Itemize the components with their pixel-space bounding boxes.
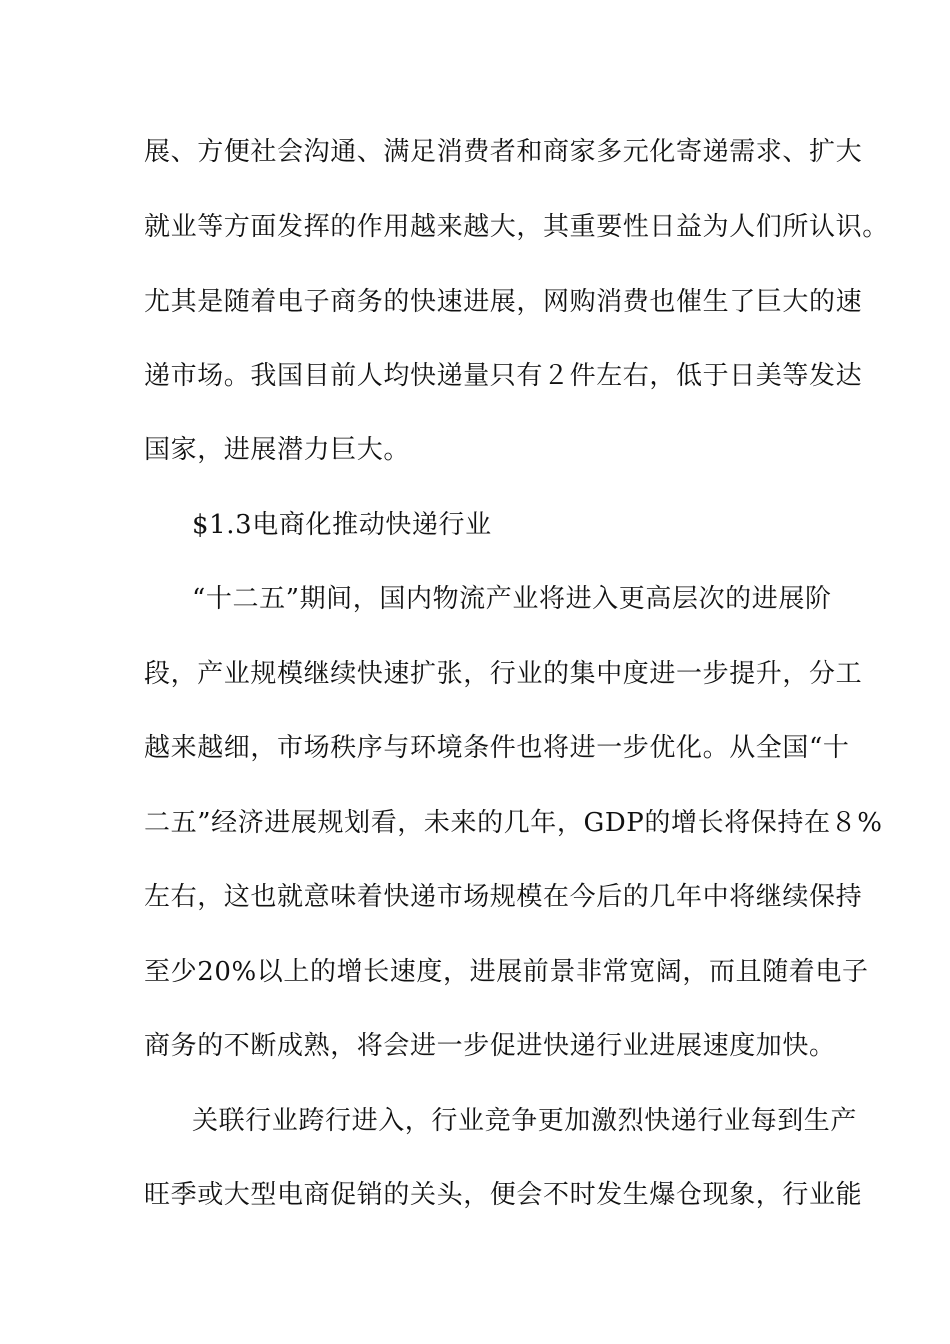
text-line: 旺季或大型电商促销的关头，便会不时发生爆仓现象，行业能 [144,1180,863,1210]
text-line: 越来越细，市场秩序与环境条件也将进一步优化。从全国“十 [144,733,850,763]
text-line: 递市场。我国目前人均快递量只有２件左右，低于日美等发达 [144,361,863,391]
text-line: 段，产业规模继续快速扩张，行业的集中度进一步提升，分工 [144,659,863,689]
text-line: 左右，这也就意味着快递市场规模在今后的几年中将继续保持 [144,882,863,912]
text-line: 关联行业跨行进入，行业竞争更加激烈快递行业每到生产 [192,1106,858,1136]
text-line: 二五”经济进展规划看，未来的几年，GDP的增长将保持在８% [144,808,883,838]
text-line: “十二五”期间，国内物流产业将进入更高层次的进展阶 [192,584,832,614]
text-line: 至少20%以上的增长速度，进展前景非常宽阔，而且随着电子 [144,957,869,987]
text-line: 就业等方面发挥的作用越来越大，其重要性日益为人们所认识。 [144,212,889,242]
text-line: 商务的不断成熟，将会进一步促进快递行业进展速度加快。 [144,1031,836,1061]
section-heading: $1.3电商化推动快递行业 [192,510,492,540]
text-line: 展、方便社会沟通、满足消费者和商家多元化寄递需求、扩大 [144,137,863,167]
text-line: 尤其是随着电子商务的快速进展，网购消费也催生了巨大的速 [144,287,863,317]
text-line: 国家，进展潜力巨大。 [144,435,411,465]
